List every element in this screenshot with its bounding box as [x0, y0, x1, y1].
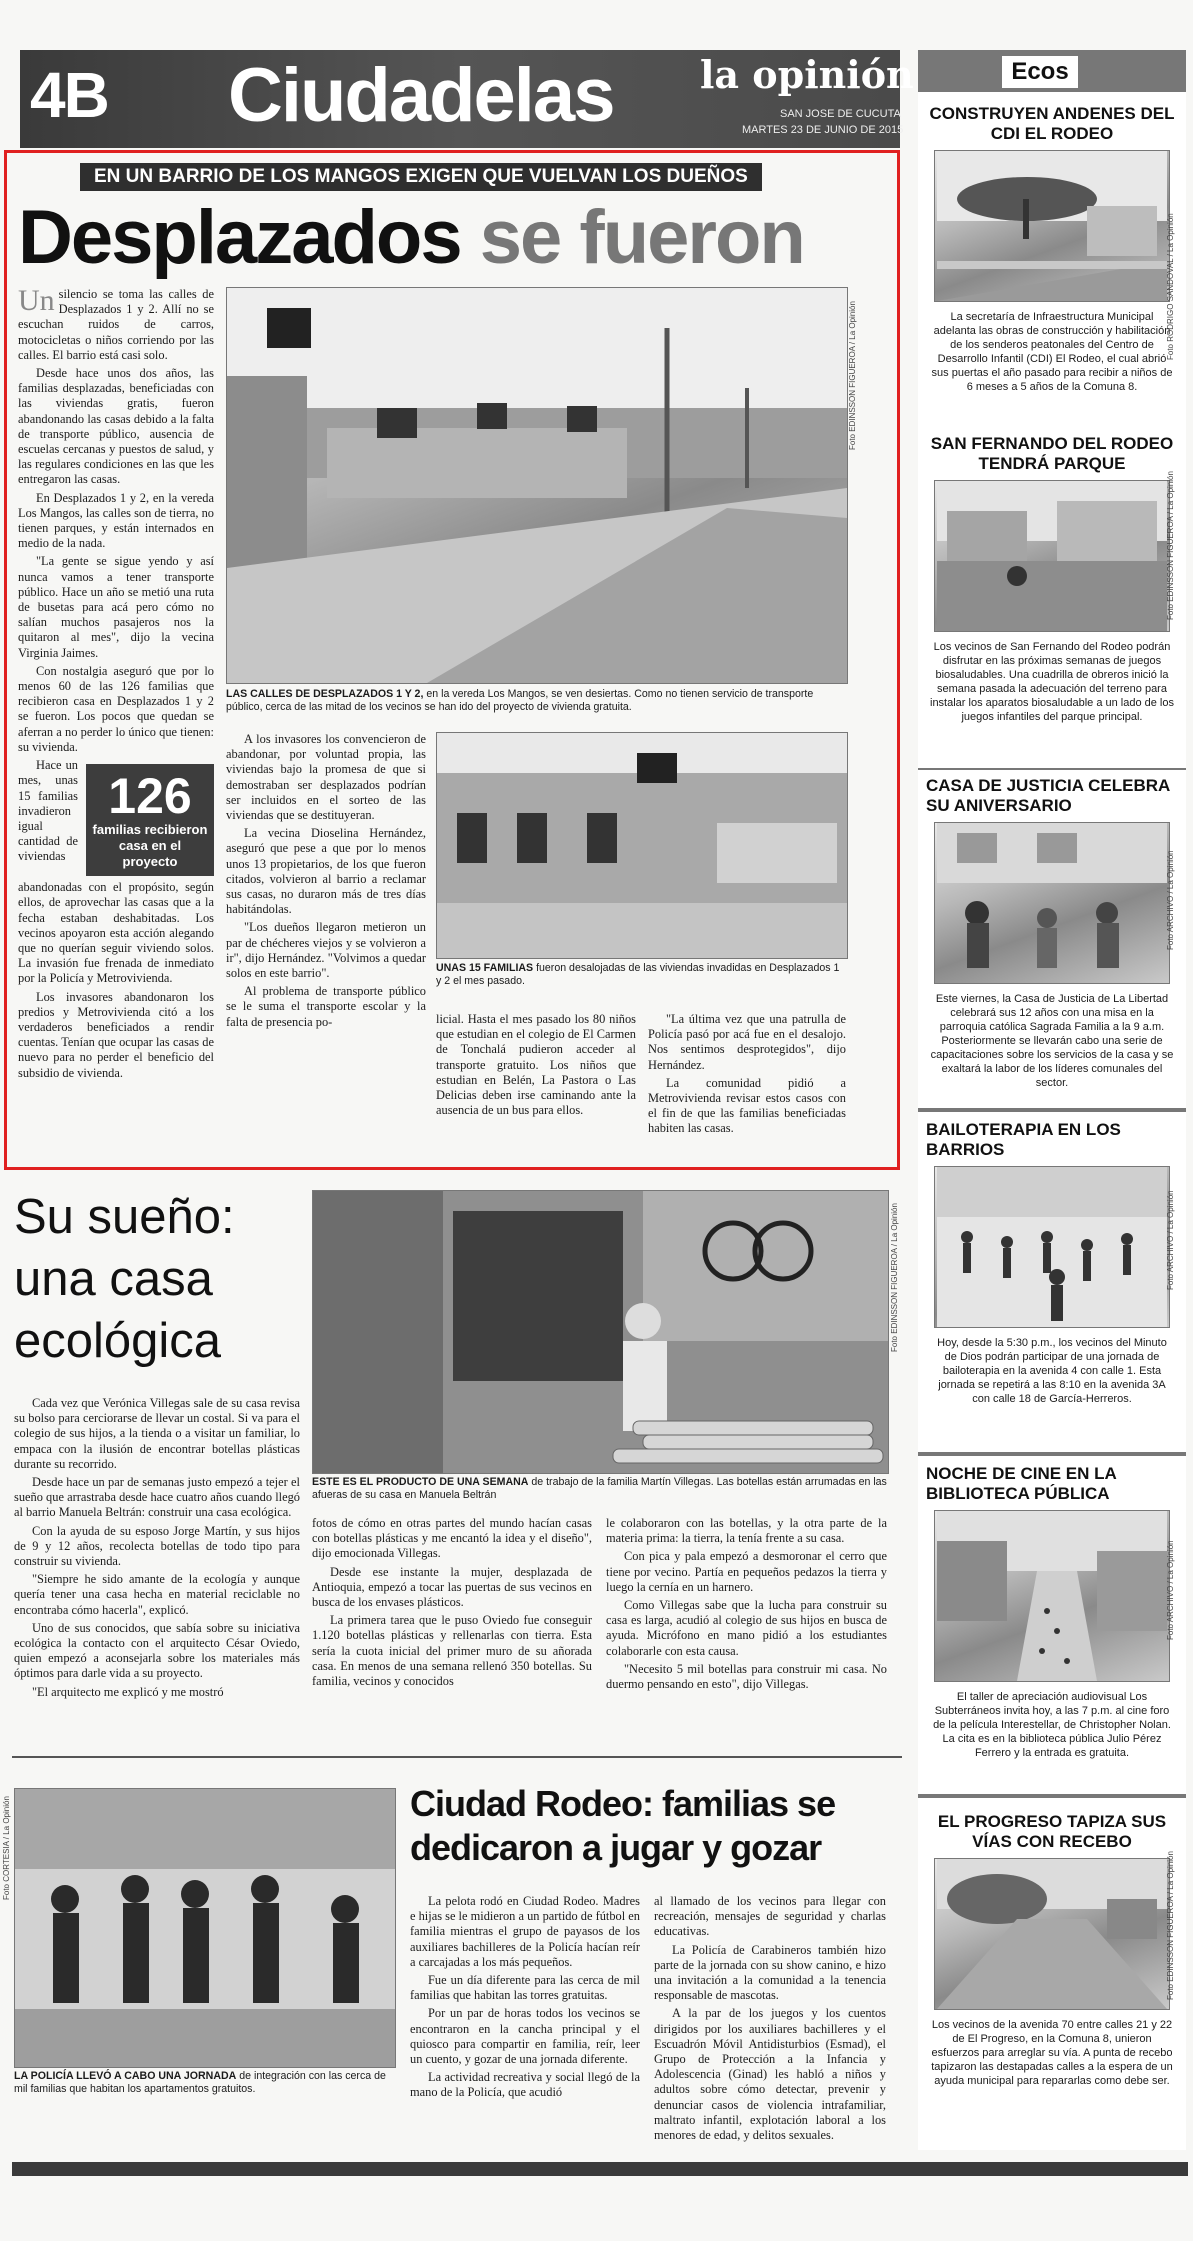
ecos-photo-parque	[934, 480, 1170, 632]
caption-bold: LAS CALLES DE DESPLAZADOS 1 Y 2,	[226, 688, 424, 700]
ecos-title: CONSTRUYEN ANDENES DEL CDI EL RODEO	[929, 104, 1175, 143]
paragraph: La comunidad pidió a Metrovivienda revisar estos casos con el fin de que las familias beneficiadas habiten las casas.	[648, 1075, 846, 1136]
paragraph: A los invasores los convencieron de abandonar, por voluntad propia, las viviendas bajo la promesa de que si demostraban ser desplazados podrían ser incluidos en el sorteo de las viviendas que se destituyeran.	[226, 732, 426, 823]
stat-number: 126	[108, 768, 192, 825]
paragraph: Por un par de horas todos los vecinos se encontraron en la cancha principal y el quiosco para compartir en familia, reír, leer un cuento, y gozar de una jornada diferente.	[410, 2006, 640, 2067]
paragraph: Desde ese instante la mujer, desplazada de Antioquia, empezó a tocar las puertas de sus vecinos en busca de los envases plásticos.	[312, 1564, 592, 1610]
paragraph: "Siempre he sido amante de la ecología y aunque quería tener una casa hecha en material reciclable no encontraba cómo hacerla", explicó.	[14, 1572, 300, 1617]
ecos-photo-bailoterapia	[934, 1166, 1170, 1328]
caption-text: en la vereda Los Mangos, se ven desiertas. Como no tienen servicio de transporte público, cerca de las mitad de los vecinos se han ido del proyecto de vivienda gratuita.	[226, 688, 814, 713]
paragraph: Desde hace unos dos años, las familias desplazadas, beneficiadas con las viviendas gratis, fueron abandonando las casas debido a la falta de transporte público, ausencia de escuelas cercanas y puestos de salud, y las regulares condiciones en las que les entregaron las casas.	[18, 366, 214, 487]
story2-col-1	[14, 1396, 300, 1741]
photo1-caption	[226, 688, 846, 714]
page-number: 4B	[30, 59, 108, 131]
paragraph: Con nostalgia aseguró que por lo menos 60 de las 126 familias que recibieron casa en Desplazados 1 y 2 se fueron. Los pocos que quedan se aferran a no perder lo único que tienen: su vivienda.	[18, 663, 214, 754]
ecos-credit: Foto ARCHIVO / La Opinión	[1166, 850, 1175, 950]
ecos-item-cdi	[918, 92, 1186, 480]
story3-col-2	[654, 1894, 886, 2143]
paragraph: A la par de los juegos y los cuentos dirigidos por los auxiliares bachilleres y el Escuadrón Móvil Antidisturbios (Esmad), el Grupo de Protección a la Infancia y Adolescencia (Ginad) les habló a niños y adultos sobre cómo detectar, prevenir y denunciar casos de violencia intrafamiliar, maltrato infantil, explotación laboral a los menores de edad, y delitos sexuales.	[654, 2006, 886, 2143]
clowns-photo-art	[15, 1789, 395, 2067]
ecos-title: EL PROGRESO TAPIZA SUS VÍAS CON RECEBO	[937, 1812, 1167, 1851]
story2-col-3	[606, 1516, 887, 1741]
paragraph: Con pica y pala empezó a desmoronar el cerro que tiene por vecino. Partía en pequeños pedazos la tierra y luego la cernía en un harnero.	[606, 1549, 887, 1594]
story3-headline: Ciudad Rodeo: familias se dedicaron a jugar y gozar	[410, 1783, 836, 1868]
headline-part2: se fueron	[479, 195, 804, 280]
paragraph: silencio se toma las calles de Desplazados 1 y 2. Allí no se escuchan ruidos de carros, motocicletas o niños corriendo por las calles. El barrio está casi solo.	[18, 287, 214, 362]
story2-photo	[312, 1190, 889, 1474]
progreso-photo-art	[935, 1859, 1169, 2009]
story3-col-1	[410, 1894, 640, 2116]
story3-caption	[14, 2070, 394, 2096]
story2-headline: Su sueño: una casa ecológica	[14, 1190, 235, 1368]
cdi-photo-art	[935, 151, 1169, 301]
paragraph: le colaboraron con las botellas, y la otra parte de la materia prima: la tierra, la tenía frente a su casa.	[606, 1516, 887, 1546]
ecos-photo-cine	[934, 1510, 1170, 1682]
ecos-text: La secretaría de Infraestructura Municipal adelanta las obras de construcción y habilitación de los senderos peatonales del Centro de Desarrollo Infantil (CDI) El Rodeo, el cual abrió sus puertas el año pasado para recibir a niños de 6 meses a 5 años de la Comuna 8.	[931, 311, 1173, 393]
masthead-date: MARTES 23 DE JUNIO DE 2015	[742, 124, 904, 136]
section-title: Ciudadelas	[228, 53, 614, 138]
paragraph: Fue un día diferente para las cerca de mil familias que habitan las torres gratuitas.	[410, 1973, 640, 2003]
main-col-3	[436, 1012, 636, 1152]
stat-box	[86, 764, 214, 876]
ecos-title: BAILOTERAPIA EN LOS BARRIOS	[926, 1120, 1121, 1159]
paragraph: fotos de cómo en otras partes del mundo hacían casas con botellas plásticas y me encantó la idea y el diseño", dijo emocionada Villegas.	[312, 1516, 592, 1561]
story3-photo	[14, 1788, 396, 2068]
ecos-item-bailoterapia	[918, 1112, 1186, 1452]
paragraph: Con la ayuda de su esposo Jorge Martín, y sus hijos de 9 y 12 años, recolecta botellas de todo tipo para construir su vivienda.	[14, 1523, 300, 1569]
main-col-4	[648, 1012, 846, 1152]
masthead-city: SAN JOSE DE CUCUTA	[780, 108, 901, 120]
paragraph: La actividad recreativa y social llegó de la mano de la Policía, que acudió	[410, 2070, 640, 2100]
ecos-item-parque	[918, 428, 1186, 768]
ecos-label: Ecos	[1002, 56, 1078, 88]
stat-label: familias recibieron casa en el proyecto	[92, 822, 208, 870]
paragraph: La Policía de Carabineros también hizo parte de la jornada con su show canino, e hizo una invitación a la comunidad a la tenencia responsable de mascotas.	[654, 1942, 886, 2003]
photo1-credit: Foto EDINSSON FIGUEROA / La Opinión	[848, 301, 857, 450]
ecos-item-progreso	[918, 1798, 1186, 2150]
paragraph: al llamado de los vecinos para llegar con recreación, mensajes de seguridad y charlas educativas.	[654, 1894, 886, 1939]
paragraph: La primera tarea que le puso Oviedo fue conseguir 1.120 botellas plásticas y rellenarlas con tierra. Esta sería la cuota inicial del primer muro de su añorada casa. En menos de una semana rellenó 350 botellas. Su familia, vecinos y conocidos	[312, 1613, 592, 1689]
main-headline	[18, 195, 804, 281]
main-col-1	[18, 284, 214, 1147]
caption-text: fueron desalojadas de las viviendas invadidas en Desplazados 1 y 2 el mes pasado.	[436, 962, 840, 987]
ecos-item-casa-justicia	[918, 770, 1186, 1108]
dropcap: Un	[18, 284, 55, 317]
photo2-caption	[436, 962, 846, 988]
caption-text: de integración con las cerca de mil familias que habitan los apartamentos gratuitos.	[14, 2070, 386, 2095]
paragraph: Hace un mes, unas 15 familias invadieron igual cantidad de viviendas abandonadas con el propósito, según ellos, de aprovechar las casas que a la fecha estaban deshabitadas. Los vecinos apoyaron esta acción alegando que no querían seguir viviendo solos. La invasión fue frenada de inmediato por la Policía y Metrovivienda.	[18, 758, 214, 986]
paragraph: Al problema de transporte público se le suma el transporte escolar y la falta de presencia po-	[226, 984, 426, 1029]
main-photo-houses	[436, 732, 848, 959]
story3-credit: Foto CORTESIA / La Opinión	[2, 1796, 11, 1900]
parque-photo-art	[935, 481, 1169, 631]
ecos-credit: Foto EDINSSON FIGUEROA / La Opinión	[1166, 1851, 1175, 2000]
caption-bold: LA POLICÍA LLEVÓ A CABO UNA JORNADA	[14, 2070, 237, 2082]
paper-logo: la opinión	[700, 52, 914, 97]
ecos-title: SAN FERNANDO DEL RODEO TENDRÁ PARQUE	[930, 434, 1174, 473]
paragraph: Cada vez que Verónica Villegas sale de su casa revisa su bolso para cerciorarse de llevar un costal. Si va para el colegio de sus hijos, a la tienda o a visitar un familiar, lo empaca con la ilusión de encontrar botellas plásticas durante su recorrido.	[14, 1396, 300, 1471]
ecos-text: Este viernes, la Casa de Justicia de La Libertad celebrará sus 12 años con una misa en la parroquia católica Sagrada Familia a la 9 a.m. Posteriormente se llevarán cabo una serie de capacitaciones sobre los servicios de la casa y se exaltará la labor de los líderes comunales del sector.	[930, 993, 1174, 1089]
houses-photo-art	[437, 733, 847, 958]
main-photo-streets	[226, 287, 848, 684]
section-divider	[12, 1756, 902, 1758]
ecos-text: El taller de apreciación audiovisual Los Subterráneos invita hoy, a las 7 p.m. al cine foro de la película Interestellar, de Christopher Nolan. La cita es en la biblioteca pública Julio Pérez Ferrero y la entrada es gratuita.	[933, 1691, 1171, 1759]
casa-justicia-photo-art	[935, 823, 1169, 983]
bottom-rule	[12, 2162, 1188, 2176]
paragraph: "La gente se sigue yendo y así nunca vamos a tener transporte público. Hace un año se metió una ruta de busetas para acá pero cómo no salían muchos pasajeros nos la quitaron al mes", dijo la vecina Virginia Jaimes.	[18, 554, 214, 660]
ecos-text: Los vecinos de la avenida 70 entre calles 21 y 22 de El Progreso, en la Comuna 8, unieron esfuerzos para arreglar su vía. A punta de recebo tapizaron las destapadas calles a la espera de un ayuda municipal para repararlas como debe ser.	[931, 2019, 1173, 2087]
ecos-item-cine	[918, 1456, 1186, 1794]
paragraph: "Necesito 5 mil botellas para construir mi casa. No duermo pensando en esto", dijo Villegas.	[606, 1661, 887, 1692]
story2-caption	[312, 1476, 887, 1502]
ecos-title: CASA DE JUSTICIA CELEBRA SU ANIVERSARIO	[926, 776, 1170, 815]
caption-bold: ESTE ES EL PRODUCTO DE UNA SEMANA	[312, 1476, 529, 1488]
cine-photo-art	[935, 1511, 1169, 1681]
paragraph: "La última vez que una patrulla de Policía pasó por acá fue en el desalojo. Nos sentimos desprotegidos", dijo Hernández.	[648, 1012, 846, 1072]
paragraph: Los invasores abandonaron los predios y Metrovivienda citó a los verdaderos beneficiados a rendir cuentas. Tenían que ocupar las casas de nuevo para no perder el beneficio del subsidio de vivienda.	[18, 989, 214, 1080]
ecos-photo-casa-justicia	[934, 822, 1170, 984]
ecos-credit: Foto ARCHIVO / La Opinión	[1166, 1540, 1175, 1640]
ecos-photo-cdi	[934, 150, 1170, 302]
bottle-house-photo-art	[313, 1191, 888, 1473]
ecos-credit: Foto ARCHIVO / La Opinión	[1166, 1190, 1175, 1290]
paragraph: Uno de sus conocidos, que sabía sobre su iniciativa ecológica la contacto con el arquitecto César Oviedo, quien empezó a aconsejarla sobre los materiales más óptimos para darle vida a su proyecto.	[14, 1620, 300, 1681]
paragraph: Como Villegas sabe que la lucha para construir su casa es larga, acudió al colegio de sus hijos en busca de ayuda. Micrófono en mano pidió a los estudiantes colaborarle con esta causa.	[606, 1598, 887, 1658]
main-col-2	[226, 732, 426, 1152]
caption-text: de trabajo de la familia Martín Villegas. Las botellas están arrumadas en las afueras de su casa en Manuela Beltrán	[312, 1476, 887, 1501]
ecos-credit: Foto EDINSSON FIGUEROA / La Opinión	[1166, 471, 1175, 620]
main-kicker: EN UN BARRIO DE LOS MANGOS EXIGEN QUE VUELVAN LOS DUEÑOS	[80, 163, 762, 191]
ecos-photo-progreso	[934, 1858, 1170, 2010]
ecos-text: Hoy, desde la 5:30 p.m., los vecinos del Minuto de Dios podrán participar de una jornada de bailoterapia en la avenida 4 con calle 1. Esta jornada se repetirá a las 8:10 en la avenida 3A con calle 18 de García-Herreros.	[937, 1337, 1167, 1405]
paragraph: licial. Hasta el mes pasado los 80 niños que estudian en el colegio de El Carmen de Tonchalá pudieron acceder al transporte gratuito. Los niños que estudian en Belén, La Pastora o Las Delicias deben irse caminando ante la ausencia de un bus para ellos.	[436, 1012, 636, 1118]
paragraph: La pelota rodó en Ciudad Rodeo. Madres e hijas se le midieron a un partido de fútbol en familia mientras el grupo de payasos de los auxiliares bachilleres de la Policía hacían reír a carcajadas a los más pequeños.	[410, 1894, 640, 1969]
ecos-text: Los vecinos de San Fernando del Rodeo podrán disfrutar en las próximas semanas de juegos biosaludables. Una cuadrilla de obreros inició la semana pasada la adecuación del terreno para instalar los aparatos biosaludable a un lado de los juegos infantiles del parque principal.	[930, 641, 1174, 723]
story2-col-2	[312, 1516, 592, 1741]
paragraph: "Los dueños llegaron metieron un par de chécheres viejos y se volvieron a ir", dijo Hernández. "Volvimos a quedar solos en este barrio".	[226, 920, 426, 981]
ecos-title: NOCHE DE CINE EN LA BIBLIOTECA PÚBLICA	[926, 1464, 1117, 1503]
caption-bold: UNAS 15 FAMILIAS	[436, 962, 534, 974]
paragraph: Desde hace un par de semanas justo empezó a tejer el sueño que arrastraba desde hace cuatro años cuando llegó al barrio Manuela Beltrán: construir una casa ecológica.	[14, 1475, 300, 1520]
paragraph: En Desplazados 1 y 2, en la vereda Los Mangos, las calles son de tierra, no tienen parques, y están internados en medio de la nada.	[18, 490, 214, 551]
headline-part1: Desplazados	[18, 195, 461, 280]
paragraph: La vecina Dioselina Hernández, aseguró que pese a que por lo menos unos 13 propietarios, de los que fueron citados, volvieron al barrio a reclamar sus casas, no duraron más de tres días habitándolas.	[226, 826, 426, 917]
story2-credit: Foto EDINSSON FIGUEROA / La Opinión	[890, 1203, 899, 1352]
streets-photo-art	[227, 288, 847, 683]
ecos-credit: Foto RODRIGO SANDOVAL / La Opinión	[1166, 213, 1175, 360]
bailoterapia-photo-art	[935, 1167, 1169, 1327]
paragraph: "El arquitecto me explicó y me mostró	[32, 1684, 224, 1699]
